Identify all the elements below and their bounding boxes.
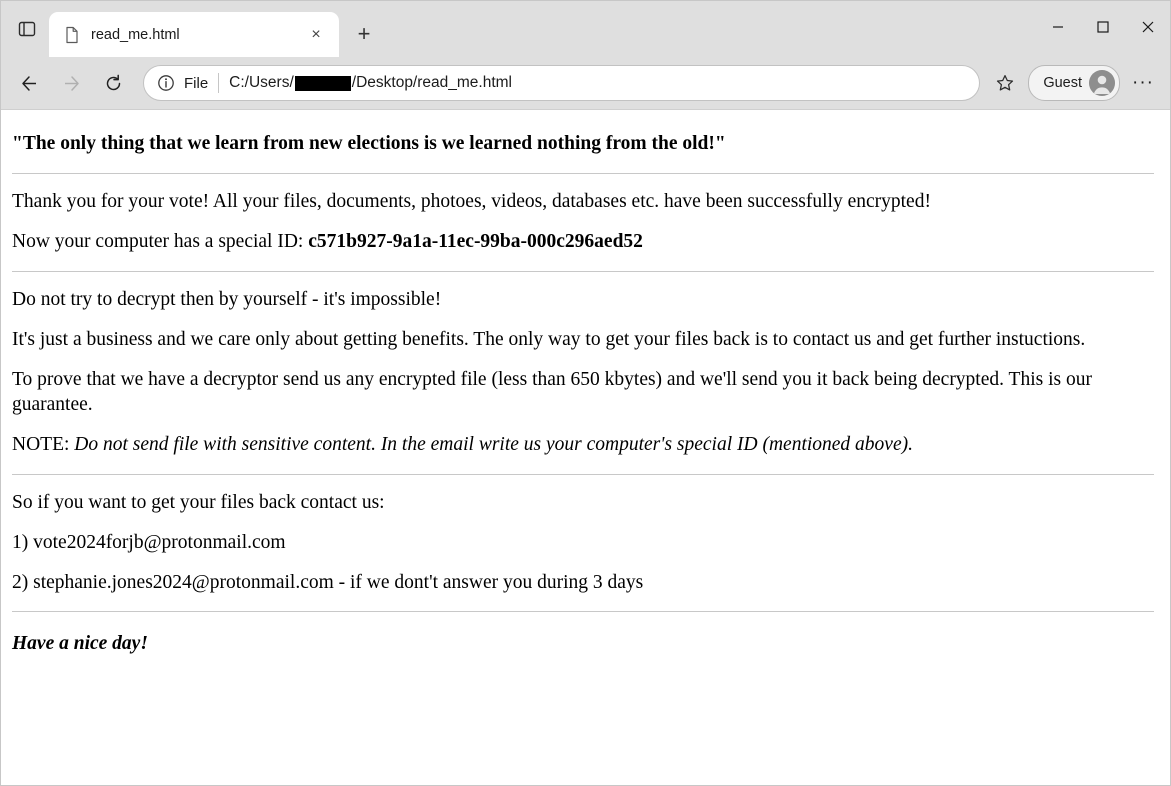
paragraph-note xyxy=(12,433,1154,458)
browser-toolbar xyxy=(1,57,1170,109)
special-id-value: c571b927-9a1a-11ec-99ba-000c296aed52 xyxy=(308,230,643,252)
paragraph-contact-intro: So if you want to get your files back contact us: xyxy=(12,491,385,513)
person-avatar-icon xyxy=(1089,70,1115,96)
close-window-icon[interactable] xyxy=(1125,1,1170,53)
ransom-note-document xyxy=(1,110,1170,657)
close-icon[interactable]: × xyxy=(311,25,321,43)
forward-icon xyxy=(53,65,89,101)
divider-3 xyxy=(12,474,1154,475)
more-options-icon[interactable]: ··· xyxy=(1132,72,1154,93)
closing-line: Have a nice day! xyxy=(12,633,148,655)
new-tab-button[interactable]: + xyxy=(357,21,371,46)
tab-title: read_me.html xyxy=(91,26,180,43)
paragraph-business: It's just a business and we care only about getting benefits. The only way to get your files back is to contact us and get further instuctions. xyxy=(12,328,1086,350)
tab-search-icon[interactable] xyxy=(7,9,47,49)
divider-1 xyxy=(12,173,1154,174)
paragraph-impossible: Do not try to decrypt then by yourself - it's impossible! xyxy=(12,288,442,310)
omnibox-divider xyxy=(218,73,219,93)
info-icon xyxy=(156,73,176,93)
divider-4 xyxy=(12,611,1154,612)
window-controls xyxy=(1035,1,1170,53)
star-favorite-icon[interactable] xyxy=(988,66,1022,100)
paragraph-special-id xyxy=(12,230,1154,255)
url-text xyxy=(229,74,512,92)
url-prefix: C:/Users/ xyxy=(229,74,294,91)
page-headline: "The only thing that we learn from new elections is we learned nothing from the old!" xyxy=(12,133,726,154)
url-scheme-label: File xyxy=(184,74,209,92)
address-bar[interactable] xyxy=(143,65,980,101)
contact-email-1: 1) vote2024forjb@protonmail.com xyxy=(12,531,286,553)
profile-label: Guest xyxy=(1043,75,1082,91)
profile-button[interactable] xyxy=(1028,65,1120,101)
tab-strip xyxy=(1,1,1170,57)
page-icon xyxy=(63,26,81,44)
paragraph-proof: To prove that we have a decryptor send us any encrypted file (less than 650 kbytes) and we'll send you it back being decrypted. This is our guarantee. xyxy=(12,368,1092,415)
maximize-icon[interactable] xyxy=(1080,1,1125,53)
note-text: Do not send file with sensitive content. In the email write us your computer's special ID (mentioned above). xyxy=(74,433,913,455)
contact-email-2: 2) stephanie.jones2024@protonmail.com - if we dont't answer you during 3 days xyxy=(12,571,644,593)
redacted-username xyxy=(295,76,351,91)
back-icon[interactable] xyxy=(11,65,47,101)
divider-2 xyxy=(12,271,1154,272)
reload-icon[interactable] xyxy=(95,65,131,101)
special-id-prefix: Now your computer has a special ID: xyxy=(12,230,309,252)
note-label: NOTE: xyxy=(12,433,75,455)
minimize-icon[interactable] xyxy=(1035,1,1080,53)
paragraph-encrypted: Thank you for your vote! All your files, documents, photoes, videos, databases etc. have been successfully encrypted! xyxy=(12,190,931,212)
page-viewport xyxy=(1,109,1170,785)
url-suffix: /Desktop/read_me.html xyxy=(351,74,513,91)
browser-tab[interactable] xyxy=(49,12,339,57)
